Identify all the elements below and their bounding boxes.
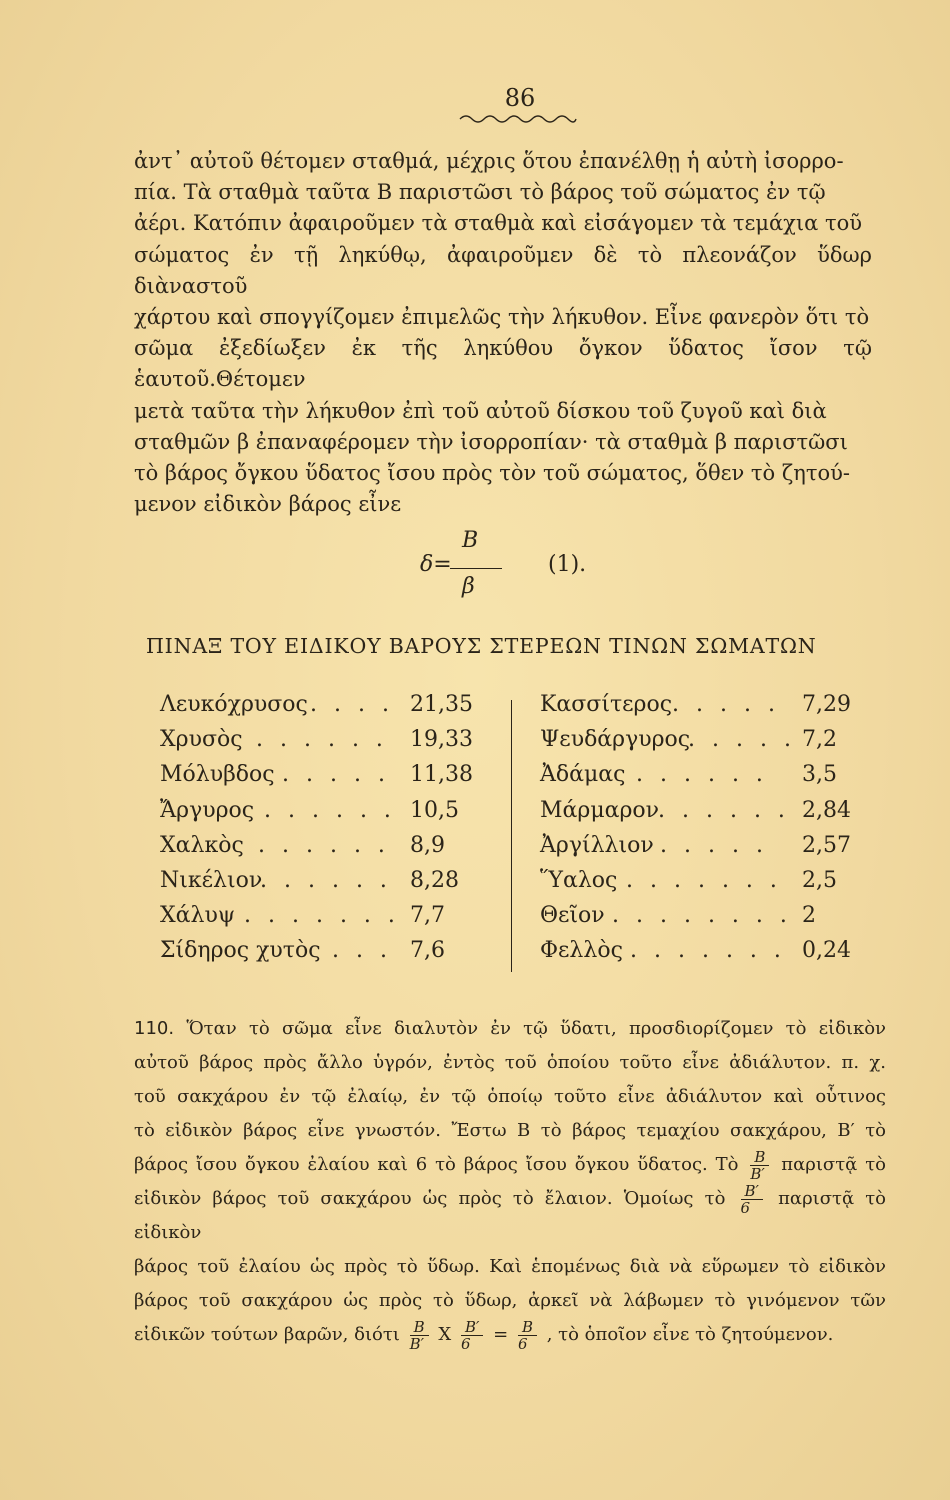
table-row (160, 903, 490, 938)
material-name: Νικέλιον (160, 867, 263, 893)
material-name: Ψευδάργυρος (540, 727, 691, 753)
leader-dots: . . . . . . . . (612, 903, 792, 929)
intro-line: μετὰ ταῦτα τὴν λήκυθον ἐπὶ τοῦ αὐτοῦ δίσκου τοῦ ζυγοῦ καὶ διὰ (134, 398, 827, 423)
equation-number: (1). (548, 552, 587, 577)
leader-dots: . . . . . (660, 832, 768, 858)
table-row (160, 762, 490, 797)
section-number: 110. (134, 1018, 175, 1039)
specific-gravity-value: 2,57 (802, 832, 851, 858)
material-name: Ὕαλος (540, 867, 618, 893)
specific-gravity-value: 0,24 (802, 938, 851, 964)
leader-dots: . . . . . . (264, 797, 396, 823)
table-row (540, 762, 870, 797)
section-line: τὸ εἰδικὸν βάρος εἶνε γνωστόν. Ἔστω B τὸ βάρος τεμαχίου σακχάρου, B′ τὸ (134, 1120, 886, 1141)
fraction-denominator: 6 (460, 1334, 471, 1353)
material-name: Ἀργίλλιον (540, 832, 654, 858)
intro-line: σῶμα ἐξεδίωξεν ἐκ τῆς ληκύθου ὄγκον ὕδατος ἴσον τῷ ἑαυτοῦ.Θέτομεν (134, 336, 872, 392)
fraction-numerator: B (750, 1149, 769, 1166)
specific-gravity-value: 11,38 (410, 762, 473, 788)
table-row (540, 692, 870, 727)
leader-dots: . . . . . . (636, 762, 768, 788)
intro-line: ἀέρι. Κατόπιν ἀφαιροῦμεν τὰ σταθμὰ καὶ εἰσάγομεν τὰ τεμάχια τοῦ (134, 211, 863, 236)
material-name: Μάρμαρον (540, 797, 660, 823)
formula-numerator: B (462, 528, 479, 553)
intro-line: πία. Τὰ σταθμὰ ταῦτα Β παριστῶσι τὸ βάρος τοῦ σώματος ἐν τῷ (134, 180, 826, 205)
table-row (160, 868, 490, 903)
intro-line: μενον εἰδικὸν βάρος εἶνε (134, 492, 402, 517)
section-line (134, 1318, 886, 1352)
section-line: βάρος τοῦ σακχάρου ὡς πρὸς τὸ ὕδωρ, ἀρκεῖ νὰ λάβωμεν τὸ γινόμενον τῶν (134, 1290, 886, 1311)
table-right-column (540, 692, 870, 974)
table-row (540, 833, 870, 868)
table-row (160, 938, 490, 973)
section-line: αὐτοῦ βάρος πρὸς ἄλλο ὑγρόν, ἐντὸς τοῦ ὁποίου τοῦτο εἶνε ἀδιάλυτον. π. χ. (134, 1052, 886, 1073)
table-row (160, 798, 490, 833)
intro-line: ἀντ᾽ αὐτοῦ θέτομεν σταθμά, μέχρις ὅτου ἐπανέλθῃ ἡ αὐτὴ ἰσορρο- (134, 149, 844, 173)
fraction-numerator: B (518, 1319, 537, 1336)
section-line (134, 1148, 886, 1182)
specific-gravity-value: 8,9 (410, 832, 445, 858)
page-number: 86 (504, 84, 536, 112)
formula-denominator: β (462, 574, 475, 599)
section-text: εἰδικῶν τούτων βαρῶν, διότι (134, 1324, 400, 1345)
leader-dots: . . . . . . . (244, 903, 400, 929)
specific-gravity-value: 8,28 (410, 867, 459, 893)
leader-dots: . . . . . (688, 727, 796, 753)
section-text: παριστᾷ τὸ (781, 1154, 886, 1175)
fraction-numerator: B′ (741, 1183, 763, 1200)
leader-dots: . . . . . . (658, 797, 790, 823)
specific-gravity-value: 21,35 (410, 692, 473, 717)
section-text: , τὸ ὁποῖον εἶνε τὸ ζητούμενον. (546, 1324, 834, 1345)
fraction-bar (450, 568, 502, 569)
column-divider (511, 700, 512, 972)
material-name: Χαλκὸς (160, 832, 244, 858)
material-name: Ἄργυρος (160, 797, 255, 823)
material-name: Κασσίτερος (540, 692, 673, 717)
specific-gravity-formula (420, 528, 620, 608)
fraction-denominator: B′ (409, 1334, 425, 1353)
specific-gravity-value: 3,5 (802, 762, 837, 788)
table-row (160, 833, 490, 868)
specific-gravity-value: 2,5 (802, 867, 837, 893)
table-row (540, 868, 870, 903)
fraction-numerator: B′ (461, 1319, 483, 1336)
fraction-numerator: B (410, 1319, 429, 1336)
specific-gravity-value: 2,84 (802, 797, 851, 823)
section-text: παριστᾷ τὸ εἰδικὸν (134, 1188, 886, 1243)
fraction-denominator: 6 (517, 1334, 528, 1353)
material-name: Ἀδάμας (540, 762, 626, 788)
table-row (540, 903, 870, 938)
leader-dots: . . . . . . (258, 832, 390, 858)
leader-dots: . . . . . (282, 762, 390, 788)
material-name: Σίδηρος χυτὸς (160, 938, 321, 964)
table-row (160, 692, 490, 727)
table-left-column (160, 692, 490, 974)
specific-gravity-value: 10,5 (410, 797, 459, 823)
specific-gravity-value: 2 (802, 903, 816, 929)
fraction (750, 1149, 769, 1182)
formula-lhs: δ= (420, 552, 452, 577)
section-line: τοῦ σακχάρου ἐν τῷ ἐλαίῳ, ἐν τῷ ὁποίῳ τοῦτο εἶνε ἀδιάλυτον καὶ οὗτινος (134, 1086, 886, 1107)
fraction (461, 1319, 483, 1352)
table-row (540, 798, 870, 833)
material-name: Θεῖον (540, 903, 605, 929)
material-name: Μόλυβδος (160, 762, 275, 788)
leader-dots: . . . . (310, 692, 394, 717)
specific-gravity-value: 7,6 (410, 938, 445, 964)
material-name: Λευκόχρυσος (160, 692, 308, 717)
specific-gravity-value: 7,2 (802, 727, 837, 753)
fraction (410, 1319, 429, 1352)
leader-dots: . . . (332, 938, 392, 964)
leader-dots: . . . . . . (260, 867, 392, 893)
table-title: ΠΙΝΑΞ ΤΟΥ ΕΙΔΙΚΟΥ ΒΑΡΟΥΣ ΣΤΕΡΕΩΝ ΤΙΝΩΝ ΣΩΜΑΤΩΝ (146, 634, 817, 658)
intro-line: τὸ βάρος ὄγκου ὕδατος ἴσου πρὸς τὸν τοῦ σώματος, ὅθεν τὸ ζητού- (134, 461, 850, 486)
section-line (134, 1182, 886, 1250)
fraction-denominator: 6 (740, 1198, 751, 1217)
fraction-denominator: B′ (750, 1164, 765, 1183)
material-name: Φελλὸς (540, 938, 623, 964)
section-110 (134, 1012, 886, 1352)
intro-line: σταθμῶν β ἐπαναφέρομεν τὴν ἰσορροπίαν· τὰ σταθμὰ β παριστῶσι (134, 429, 848, 454)
specific-gravity-value: 7,29 (802, 692, 851, 717)
intro-paragraph (134, 146, 872, 520)
material-name: Χάλυψ (160, 903, 236, 929)
specific-gravity-value: 7,7 (410, 903, 445, 929)
table-row (540, 938, 870, 973)
section-line (134, 1012, 886, 1046)
equals-sign: = (493, 1324, 509, 1345)
table-row (160, 727, 490, 762)
material-name: Χρυσὸς (160, 727, 243, 753)
leader-dots: . . . . . . . (626, 867, 782, 893)
section-text: Ὅταν τὸ σῶμα εἶνε διαλυτὸν ἐν τῷ ὕδατι, προσδιορίζομεν τὸ εἰδικὸν (186, 1018, 886, 1039)
fraction (518, 1319, 537, 1352)
times-sign: X (438, 1324, 452, 1345)
section-line: βάρος τοῦ ἐλαίου ὡς πρὸς τὸ ὕδωρ. Καὶ ἑπομένως διὰ νὰ εὕρωμεν τὸ εἰδικὸν (134, 1256, 886, 1277)
leader-dots: . . . . . . . (630, 938, 786, 964)
section-text: εἰδικὸν βάρος τοῦ σακχάρου ὡς πρὸς τὸ ἔλαιον. Ὁμοίως τὸ (134, 1188, 726, 1209)
intro-line: χάρτου καὶ σπογγίζομεν ἐπιμελῶς τὴν λήκυθον. Εἶνε φανερὸν ὅτι τὸ (134, 305, 870, 330)
section-text: βάρος ἴσου ὄγκου ἐλαίου καὶ 6 τὸ βάρος ἴσου ὄγκου ὕδατος. Τὸ (134, 1154, 739, 1175)
wavy-ornament-icon (458, 112, 578, 126)
specific-gravity-value: 19,33 (410, 727, 473, 753)
leader-dots: . . . . . . (256, 727, 388, 753)
intro-line: σώματος ἐν τῇ ληκύθῳ, ἀφαιροῦμεν δὲ τὸ πλεονάζον ὕδωρ διὰναστοῦ (134, 242, 872, 298)
table-row (540, 727, 870, 762)
leader-dots: . . . . . (672, 692, 780, 717)
fraction (741, 1183, 763, 1216)
